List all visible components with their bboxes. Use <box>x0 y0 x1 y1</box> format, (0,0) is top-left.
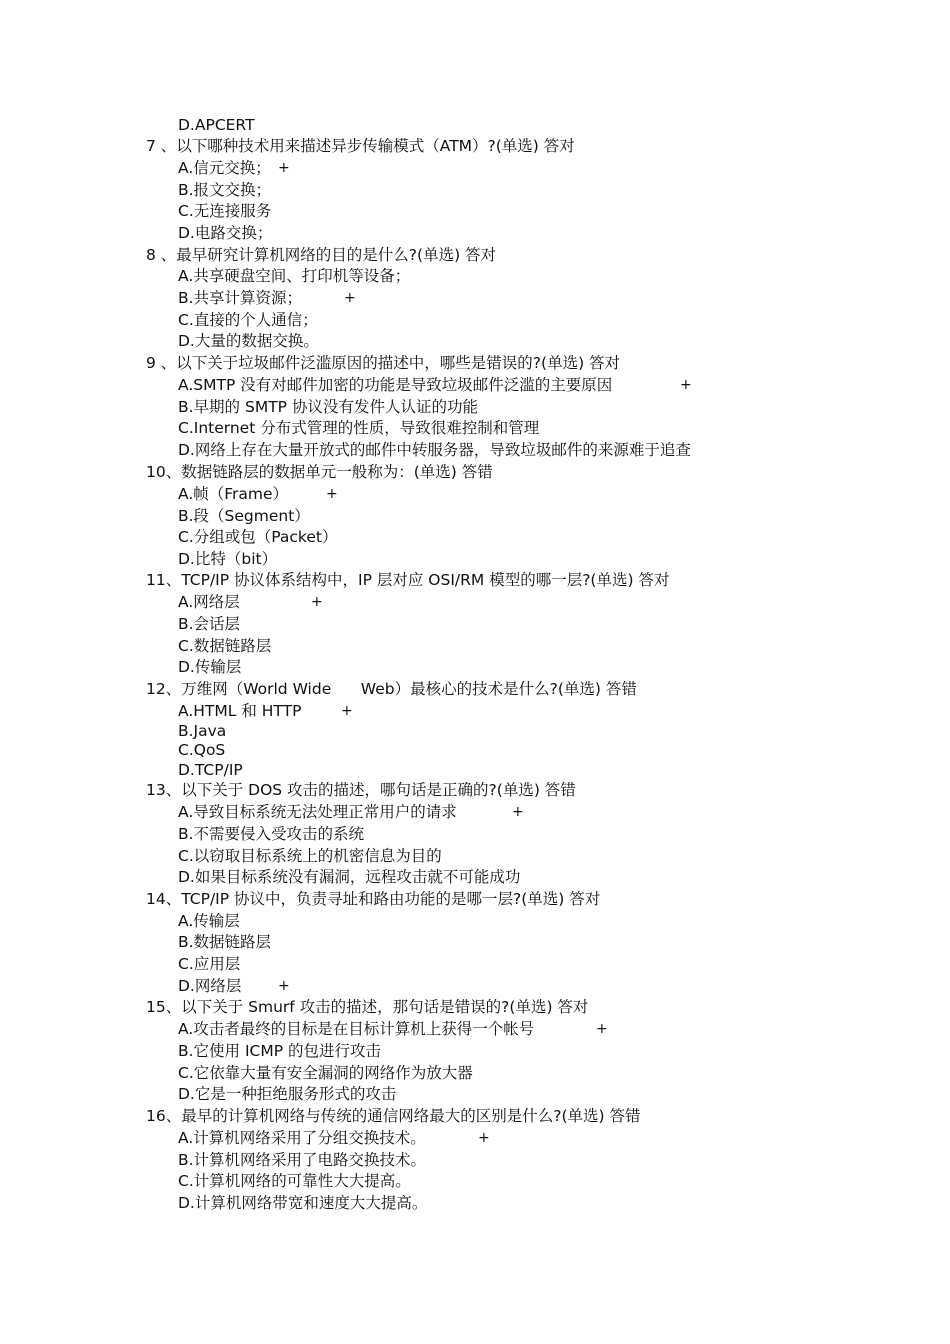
option-line: A.SMTP 没有对邮件加密的功能是导致垃圾邮件泛滥的主要原因 <box>178 376 613 394</box>
correct-mark: + <box>278 978 290 994</box>
option-line: A.帧（Frame） <box>178 485 289 503</box>
option-line: D.比特（bit） <box>178 550 278 568</box>
option-line: A.传输层 <box>178 912 240 930</box>
correct-mark: + <box>341 703 353 719</box>
correct-mark: + <box>344 290 356 306</box>
question-line: 13、以下关于 DOS 攻击的描述，哪句话是正确的?(单选) 答错 <box>146 781 576 799</box>
option-line: C.数据链路层 <box>178 637 272 655</box>
question-line: 15、以下关于 Smurf 攻击的描述，那句话是错误的?(单选) 答对 <box>146 998 589 1016</box>
option-line: B.共享计算资源； <box>178 289 303 307</box>
question-line: 9 、以下关于垃圾邮件泛滥原因的描述中，哪些是错误的?(单选) 答对 <box>146 354 621 372</box>
correct-mark: + <box>596 1021 608 1037</box>
correct-mark: + <box>512 804 524 820</box>
option-line: D.它是一种拒绝服务形式的攻击 <box>178 1085 397 1103</box>
option-line: C.应用层 <box>178 955 241 973</box>
question-line: 10、数据链路层的数据单元一般称为：(单选) 答错 <box>146 463 493 481</box>
correct-mark: + <box>311 594 323 610</box>
option-line: C.它依靠大量有安全漏洞的网络作为放大器 <box>178 1064 473 1082</box>
question-line: 12、万维网（World Wide Web）最核心的技术是什么?(单选) 答错 <box>146 680 637 698</box>
option-line: C.分组或包（Packet） <box>178 528 338 546</box>
option-line: A.攻击者最终的目标是在目标计算机上获得一个帐号 <box>178 1020 535 1038</box>
option-line: B.计算机网络采用了电路交换技术。 <box>178 1151 427 1169</box>
option-line: C.QoS <box>178 741 226 759</box>
correct-mark: + <box>478 1130 490 1146</box>
option-line: A.导致目标系统无法处理正常用户的请求 <box>178 803 457 821</box>
option-line: B.Java <box>178 722 227 740</box>
option-line: B.报文交换； <box>178 181 272 199</box>
option-line: D.如果目标系统没有漏洞，远程攻击就不可能成功 <box>178 868 521 886</box>
option-line: A.信元交换； <box>178 159 271 177</box>
question-line: 8 、最早研究计算机网络的目的是什么?(单选) 答对 <box>146 246 497 264</box>
option-line: C.计算机网络的可靠性大大提高。 <box>178 1172 411 1190</box>
option-line: A.网络层 <box>178 593 240 611</box>
option-line: B.段（Segment） <box>178 507 310 525</box>
option-line: D.大量的数据交换。 <box>178 332 319 350</box>
option-line: C.直接的个人通信； <box>178 311 318 329</box>
option-line: B.早期的 SMTP 协议没有发件人认证的功能 <box>178 398 478 416</box>
question-line: 7 、以下哪种技术用来描述异步传输模式（ATM）?(单选) 答对 <box>146 137 575 155</box>
option-line: B.数据链路层 <box>178 933 272 951</box>
option-line: B.不需要侵入受攻击的系统 <box>178 825 365 843</box>
option-line: A.HTML 和 HTTP <box>178 702 302 720</box>
option-line: B.会话层 <box>178 615 241 633</box>
correct-mark: + <box>326 486 338 502</box>
question-line: 14、TCP/IP 协议中，负责寻址和路由功能的是哪一层?(单选) 答对 <box>146 890 601 908</box>
question-line: 16、最早的计算机网络与传统的通信网络最大的区别是什么?(单选) 答错 <box>146 1107 641 1125</box>
option-line: D.电路交换； <box>178 224 273 242</box>
option-line: D.网络上存在大量开放式的邮件中转服务器，导致垃圾邮件的来源难于追查 <box>178 441 691 459</box>
option-line: C.以窃取目标系统上的机密信息为目的 <box>178 847 442 865</box>
option-line: A.共享硬盘空间、打印机等设备； <box>178 267 411 285</box>
correct-mark: + <box>680 377 692 393</box>
option-line: C.无连接服务 <box>178 202 272 220</box>
correct-mark: + <box>278 160 290 176</box>
option-line: C.Internet 分布式管理的性质，导致很难控制和管理 <box>178 419 540 437</box>
option-line: D.网络层 <box>178 977 242 995</box>
option-line: A.计算机网络采用了分组交换技术。 <box>178 1129 426 1147</box>
option-line: D.传输层 <box>178 658 242 676</box>
option-line: D.TCP/IP <box>178 761 243 779</box>
option-line: D.APCERT <box>178 116 255 134</box>
option-line: B.它使用 ICMP 的包进行攻击 <box>178 1042 382 1060</box>
option-line: D.计算机网络带宽和速度大大提高。 <box>178 1194 428 1212</box>
question-line: 11、TCP/IP 协议体系结构中，IP 层对应 OSI/RM 模型的哪一层?(单选) 答对 <box>146 571 670 589</box>
